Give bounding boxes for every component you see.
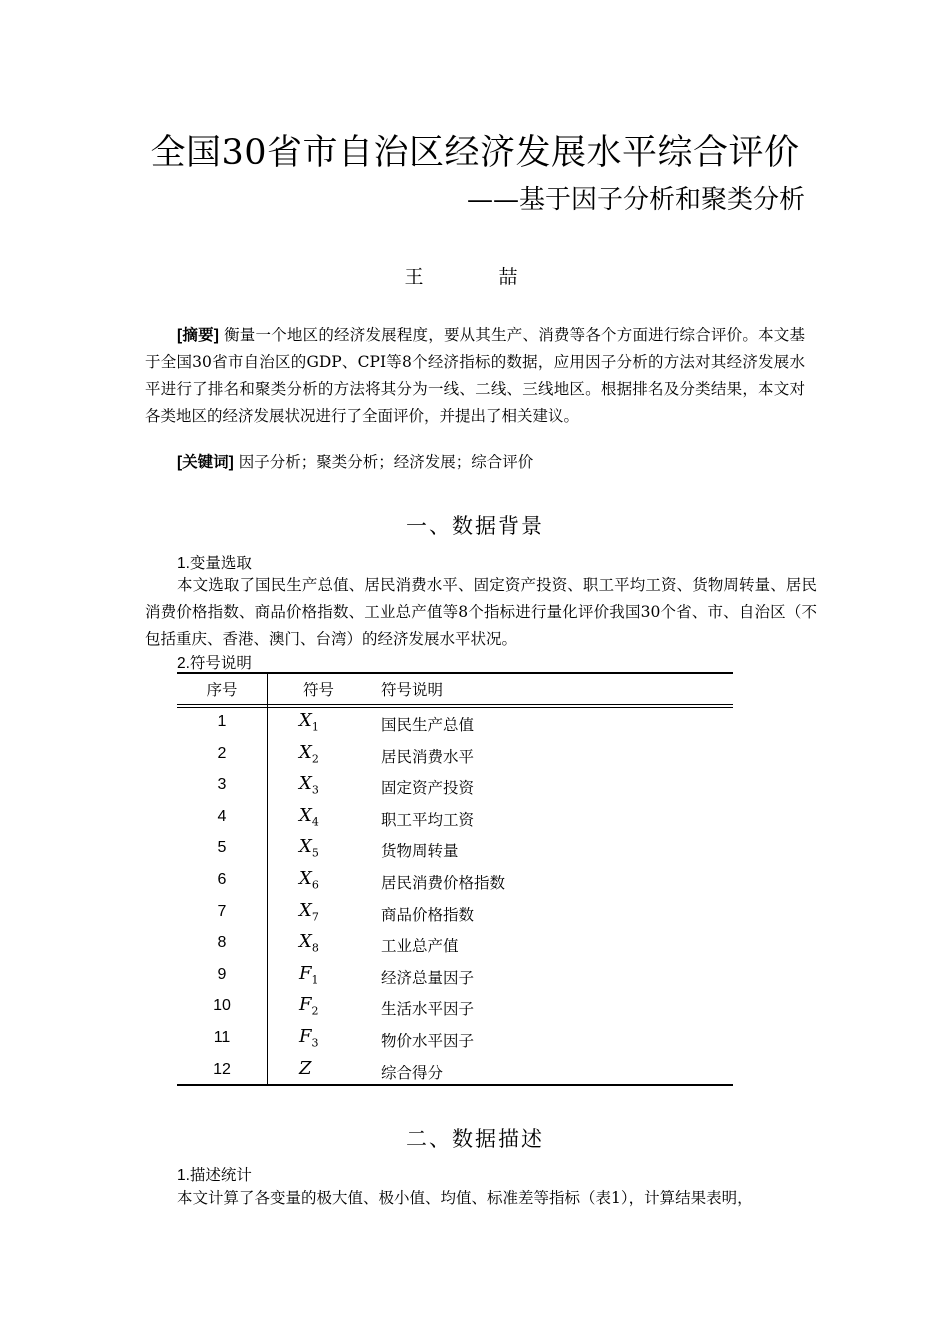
row-description: 居民消费水平 [381,747,475,766]
symbol-letter: X [299,931,312,953]
keywords-label: [关键词] [177,454,234,471]
table-row [177,992,733,1024]
symbol-letter: X [299,804,312,826]
row-number: 5 [217,839,227,857]
table-row [177,834,733,866]
table-row [177,708,733,740]
variable-selection-paragraph: 本文选取了国民生产总值、居民消费水平、固定资产投资、职工平均工资、货物周转量、居民消费价格指数、商品价格指数、工业总产值等8个指标进行量化评价我国30个省、市、自治区（不包括重庆、香港、澳门、台湾）的经济发展水平状况。 [145,576,817,648]
row-number: 8 [217,934,227,952]
symbol-subscript: 2 [311,752,319,766]
symbol-letter: X [299,836,312,858]
row-symbol [299,994,339,1018]
symbol-letter: F [299,994,312,1016]
abstract-text: 衡量一个地区的经济发展程度，要从其生产、消费等各个方面进行综合评价。本文基于全国30省市自治区的GDP、CPI等8个经济指标的数据，应用因子分析的方法对其经济发展水平进行了排名和聚类分析的方法将其分为一线、二线、三线地区。根据排名及分类结果，本文对各类地区的经济发展状况进行了全面评价，并提出了相关建议。 [145,326,805,425]
table-header-no: 序号 [206,681,238,699]
row-description: 综合得分 [381,1063,444,1082]
table-row [177,898,733,930]
row-description: 商品价格指数 [381,905,475,924]
table-bottom-rule [177,1084,733,1086]
row-symbol [299,868,339,892]
descriptive-stats-paragraph: 本文计算了各变量的极大值、极小值、均值、标准差等指标（表1），计算结果表明， [177,1189,753,1207]
row-symbol [299,1026,339,1050]
abstract-label: [摘要] [177,327,219,344]
row-symbol [299,805,339,829]
symbol-subscript: 3 [311,783,319,797]
table-header-desc: 符号说明 [381,681,444,699]
table-row [177,929,733,961]
keywords-text: 因子分析；聚类分析；经济发展；综合评价 [238,453,534,471]
row-number: 9 [217,965,227,983]
symbol-letter: Z [299,1057,312,1079]
row-number: 6 [217,871,227,888]
symbol-subscript: 7 [311,910,319,924]
row-description: 工业总产值 [381,937,459,956]
symbol-subscript: 6 [311,878,319,892]
table-header-symbol: 符号 [303,681,335,699]
keywords-paragraph [145,449,805,476]
row-number: 11 [213,1029,231,1046]
symbol-letter: F [299,962,312,984]
row-description: 职工平均工资 [381,810,475,829]
row-description: 生活水平因子 [381,1000,475,1019]
row-description: 货物周转量 [381,842,459,861]
table-row [177,771,733,803]
symbol-letter: X [299,710,312,731]
symbol-letter: X [299,741,312,763]
document-title: 全国30省市自治区经济发展水平综合评价 [150,133,800,173]
symbol-letter: X [299,868,312,889]
row-description: 经济总量因子 [381,968,475,987]
symbol-subscript: 2 [311,1004,319,1018]
symbol-subscript: 1 [311,720,319,734]
document-subtitle: ——基于因子分析和聚类分析 [466,185,805,215]
row-description: 居民消费价格指数 [381,874,506,892]
subsection-heading-1-2: 2.符号说明 [177,655,252,672]
symbol-letter: X [299,899,312,921]
symbol-subscript: 5 [311,846,319,860]
row-symbol [299,710,339,734]
abstract-paragraph [145,322,805,430]
section-heading-2: 二、数据描述 [406,1127,544,1151]
row-description: 固定资产投资 [381,779,475,798]
table-top-rule [177,672,733,674]
row-number: 12 [213,1060,231,1078]
row-number: 4 [217,807,227,825]
symbol-subscript: 1 [311,973,319,987]
row-description: 物价水平因子 [381,1032,475,1050]
row-symbol [299,773,339,797]
symbol-subscript: 4 [311,815,319,829]
subsection-heading-1-1: 1.变量选取 [177,555,252,572]
row-symbol [299,836,339,860]
row-description: 国民生产总值 [381,716,475,734]
row-number: 1 [217,713,227,730]
symbol-subscript: 3 [311,1036,319,1050]
row-symbol [299,900,339,924]
row-symbol [299,931,339,955]
row-symbol [299,742,339,766]
symbol-letter: X [299,773,312,795]
subsection-heading-2-1: 1.描述统计 [177,1167,252,1184]
row-symbol [299,963,339,987]
row-number: 2 [217,744,227,762]
table-row [177,1024,733,1056]
table-row [177,740,733,772]
table-row [177,1056,733,1088]
row-number: 7 [217,902,227,920]
row-symbol [299,1058,339,1082]
symbol-letter: F [299,1026,312,1047]
row-number: 3 [217,776,227,794]
table-row [177,803,733,835]
table-row [177,866,733,898]
section-heading-1: 一、数据背景 [406,514,544,538]
table-row [177,961,733,993]
author-name: 王 喆 [404,266,546,288]
row-number: 10 [213,997,231,1015]
symbol-subscript: 8 [311,941,319,955]
table-header-rule [177,704,733,705]
